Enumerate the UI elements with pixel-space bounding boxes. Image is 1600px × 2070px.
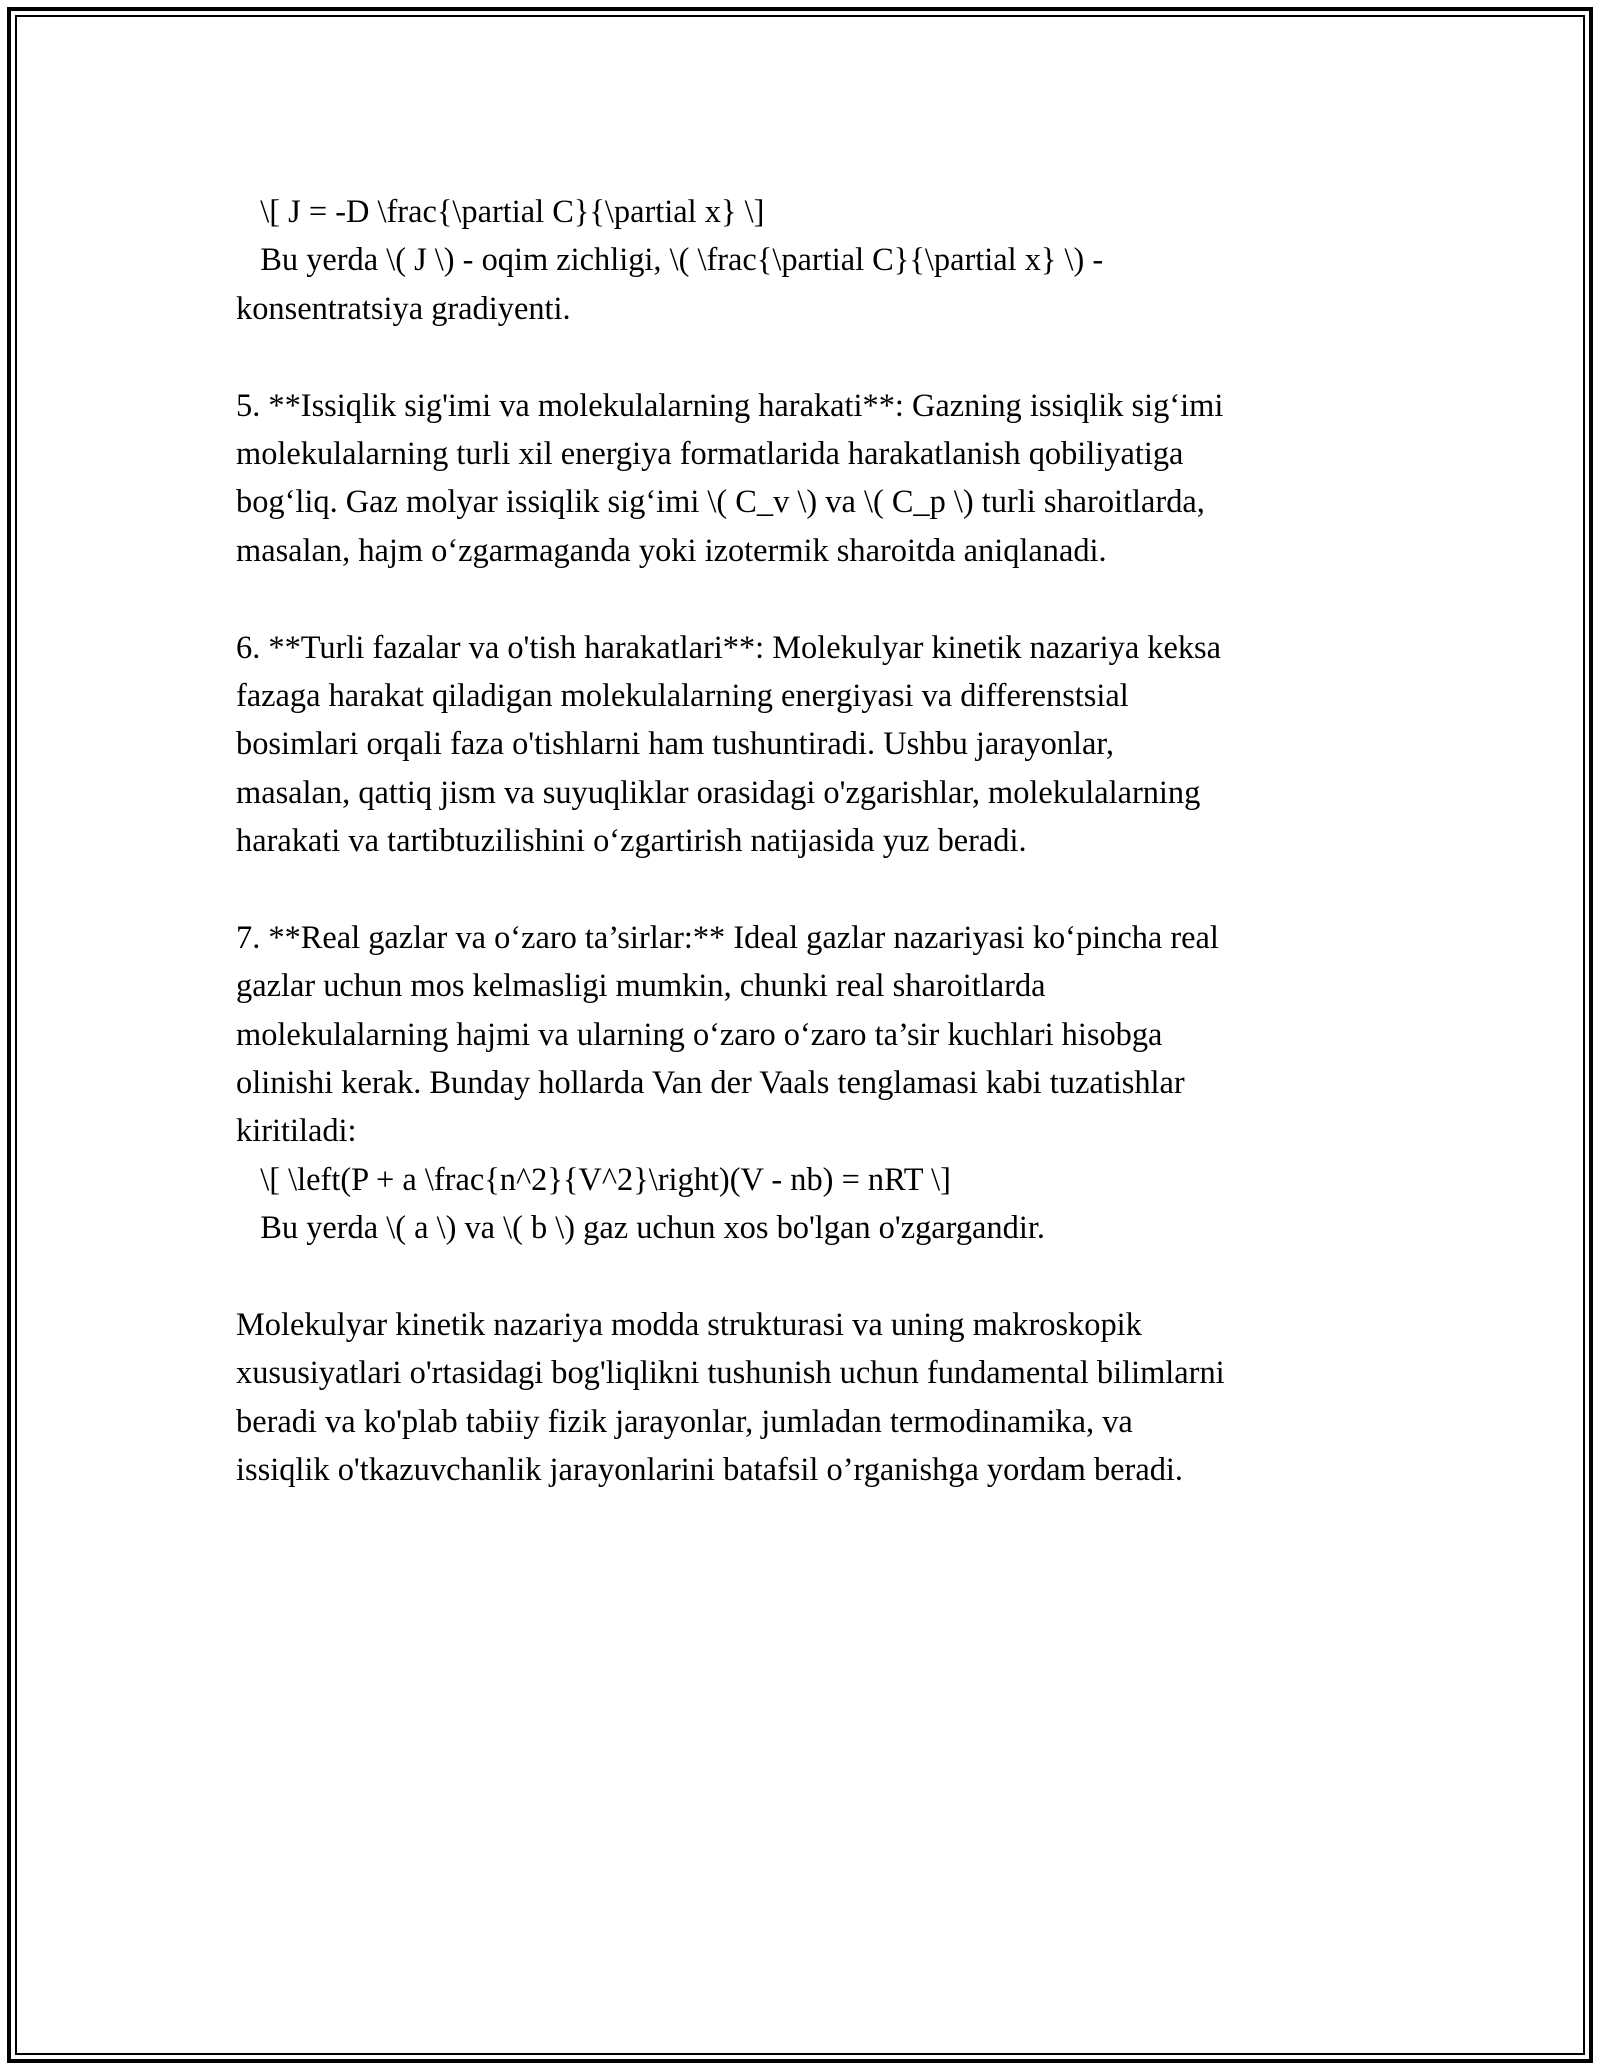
paragraph-gap xyxy=(236,333,1366,381)
text-line: 5. **Issiqlik sig'imi va molekulalarning harakati**: Gazning issiqlik sig‘imi xyxy=(236,387,1224,424)
text-line: bosimlari orqali faza o'tishlarni ham tushuntiradi. Ushbu jarayonlar, xyxy=(236,726,1114,763)
text-line: molekulalarning turli xil energiya formatlarida harakatlanish qobiliyatiga xyxy=(236,435,1184,472)
text-line: Bu yerda \( a \) va \( b \) gaz uchun xos bo'lgan o'zgargandir. xyxy=(236,1210,1045,1247)
document-body xyxy=(236,188,1366,1495)
paragraph-gap xyxy=(236,1253,1366,1301)
text-line: beradi va ko'plab tabiiy fizik jarayonlar, jumladan termodinamika, va xyxy=(236,1403,1133,1440)
text-line: Molekulyar kinetik nazariya modda strukturasi va uning makroskopik xyxy=(236,1306,1142,1343)
text-line: harakati va tartibtuzilishini o‘zgartirish natijasida yuz beradi. xyxy=(236,823,1027,860)
text-line: masalan, qattiq jism va suyuqliklar orasidagi o'zgarishlar, molekulalarning xyxy=(236,774,1201,811)
text-line: olinishi kerak. Bunday hollarda Van der Vaals tenglamasi kabi tuzatishlar xyxy=(236,1065,1185,1102)
paragraph-gap xyxy=(236,575,1366,623)
text-line: bog‘liq. Gaz molyar issiqlik sig‘imi \( C_v \) va \( C_p \) turli sharoitlarda, xyxy=(236,484,1205,521)
paragraph-6 xyxy=(236,624,1366,866)
text-line: konsentratsiya gradiyenti. xyxy=(236,290,571,327)
text-line: Bu yerda \( J \) - oqim zichligi, \( \frac{\partial C}{\partial x} \) - xyxy=(236,242,1104,279)
text-line: 6. **Turli fazalar va o'tish harakatlari**: Molekulyar kinetik nazariya keksa xyxy=(236,629,1222,666)
formula-line: \[ \left(P + a \frac{n^2}{V^2}\right)(V - nb) = nRT \] xyxy=(236,1161,951,1198)
text-line: molekulalarning hajmi va ularning o‘zaro o‘zaro ta’sir kuchlari hisobga xyxy=(236,1016,1163,1053)
fick-law-block xyxy=(236,188,1366,333)
text-line: gazlar uchun mos kelmasligi mumkin, chunki real sharoitlarda xyxy=(236,968,1046,1005)
text-line: xususiyatlari o'rtasidagi bog'liqlikni tushunish uchun fundamental bilimlarni xyxy=(236,1355,1225,1392)
paragraph-7 xyxy=(236,914,1366,1253)
text-line: kiritiladi: xyxy=(236,1113,357,1150)
text-line: fazaga harakat qiladigan molekulalarning energiyasi va differenstsial xyxy=(236,677,1129,714)
paragraph-5 xyxy=(236,382,1366,576)
text-line: issiqlik o'tkazuvchanlik jarayonlarini batafsil o’rganishga yordam beradi. xyxy=(236,1452,1183,1489)
text-line: masalan, hajm o‘zgarmaganda yoki izotermik sharoitda aniqlanadi. xyxy=(236,532,1107,569)
conclusion-paragraph xyxy=(236,1301,1366,1495)
paragraph-gap xyxy=(236,865,1366,913)
formula-line: \[ J = -D \frac{\partial C}{\partial x} \] xyxy=(236,194,765,230)
text-line: 7. **Real gazlar va o‘zaro ta’sirlar:** Ideal gazlar nazariyasi ko‘pincha real xyxy=(236,919,1219,956)
